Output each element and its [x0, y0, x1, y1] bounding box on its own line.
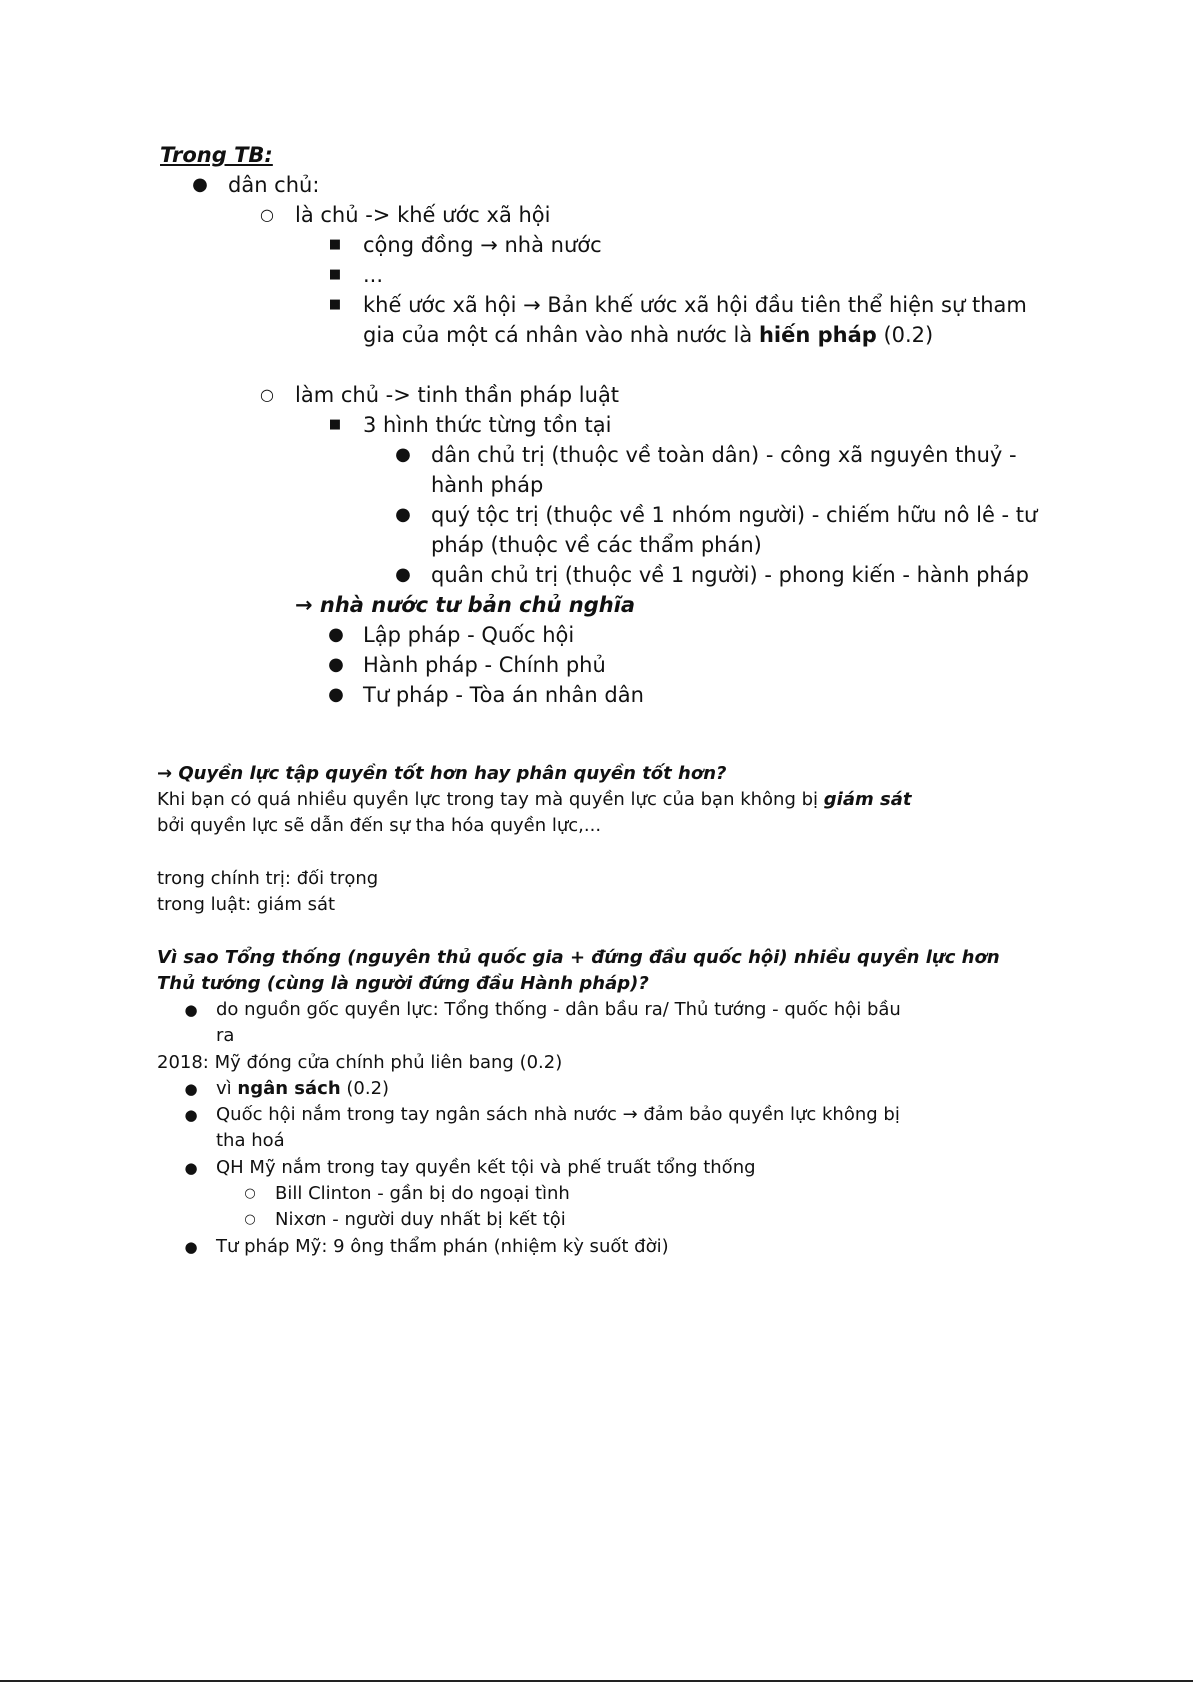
- list-item: QH Mỹ nắm trong tay quyền kết tội và phế truất tổng thống: [216, 1157, 756, 1178]
- disc-bullet: ●: [184, 1238, 198, 1256]
- disc-bullet: ●: [192, 174, 208, 195]
- list-item: dân chủ trị (thuộc về toàn dân) - công xã nguyên thuỷ -: [431, 443, 1017, 467]
- list-item: do nguồn gốc quyền lực: Tổng thống - dân bầu ra/ Thủ tướng - quốc hội bầu: [216, 999, 901, 1020]
- square-bullet: ■: [328, 297, 342, 312]
- disc-bullet: ●: [395, 504, 411, 525]
- list-item: Tư pháp - Tòa án nhân dân: [363, 683, 644, 707]
- list-item: quý tộc trị (thuộc về 1 nhóm người) - chiếm hữu nô lê - tư: [431, 503, 1038, 527]
- list-item: khế ước xã hội → Bản khế ước xã hội đầu tiên thể hiện sự tham: [363, 293, 1027, 317]
- page-bottom-border: [0, 1680, 1193, 1682]
- bold-term: hiến pháp: [758, 323, 877, 347]
- circle-bullet: ○: [260, 385, 274, 404]
- bold-term: ngân sách: [237, 1078, 341, 1099]
- list-item: cộng đồng → nhà nước: [363, 233, 602, 257]
- paragraph-line: trong chính trị: đối trọng: [157, 868, 379, 889]
- list-item: Tư pháp Mỹ: 9 ông thẩm phán (nhiệm kỳ suốt đời): [216, 1236, 669, 1257]
- list-item-continuation: tha hoá: [216, 1130, 285, 1151]
- section-heading: Trong TB:: [160, 143, 273, 167]
- list-item: là chủ -> khế ước xã hội: [295, 203, 551, 227]
- list-item: ...: [363, 263, 384, 287]
- list-item: 3 hình thức từng tồn tại: [363, 413, 612, 437]
- list-item: quân chủ trị (thuộc về 1 người) - phong kiến - hành pháp: [431, 563, 1029, 587]
- square-bullet: ■: [328, 267, 342, 282]
- list-item-continuation: gia của một cá nhân vào nhà nước là hiến pháp (0.2): [363, 323, 934, 347]
- list-item-continuation: pháp (thuộc về các thẩm phán): [431, 533, 762, 557]
- disc-bullet: ●: [184, 1001, 198, 1019]
- circle-bullet: ○: [244, 1186, 256, 1201]
- list-item: vì ngân sách (0.2): [216, 1078, 390, 1099]
- list-item: Bill Clinton - gần bị do ngoại tình: [275, 1183, 570, 1204]
- paragraph-line: 2018: Mỹ đóng cửa chính phủ liên bang (0.2): [157, 1052, 563, 1073]
- square-bullet: ■: [328, 237, 342, 252]
- disc-bullet: ●: [184, 1106, 198, 1124]
- disc-bullet: ●: [328, 624, 344, 645]
- paragraph-line: Khi bạn có quá nhiều quyền lực trong tay mà quyền lực của bạn không bị giám sát: [157, 789, 912, 810]
- paragraph-line: bởi quyền lực sẽ dẫn đến sự tha hóa quyền lực,...: [157, 815, 602, 836]
- subheading-tbcn: → nhà nước tư bản chủ nghĩa: [295, 593, 636, 617]
- question-heading: Vì sao Tổng thống (nguyên thủ quốc gia + đứng đầu quốc hội) nhiều quyền lực hơn: [157, 947, 1000, 968]
- disc-bullet: ●: [184, 1080, 198, 1098]
- paragraph-line: trong luật: giám sát: [157, 894, 336, 915]
- disc-bullet: ●: [328, 654, 344, 675]
- list-item-continuation: hành pháp: [431, 473, 544, 497]
- question-heading: Thủ tướng (cùng là người đứng đầu Hành pháp)?: [157, 973, 649, 994]
- disc-bullet: ●: [395, 444, 411, 465]
- list-item: Quốc hội nắm trong tay ngân sách nhà nước → đảm bảo quyền lực không bị: [216, 1104, 900, 1125]
- list-item: dân chủ:: [228, 173, 320, 197]
- disc-bullet: ●: [328, 684, 344, 705]
- list-item: làm chủ -> tinh thần pháp luật: [295, 383, 620, 407]
- circle-bullet: ○: [244, 1212, 256, 1227]
- list-item-continuation: ra: [216, 1025, 235, 1046]
- question-heading: → Quyền lực tập quyền tốt hơn hay phân quyền tốt hơn?: [157, 763, 727, 784]
- list-item: Lập pháp - Quốc hội: [363, 623, 575, 647]
- bold-term: giám sát: [823, 789, 912, 810]
- disc-bullet: ●: [184, 1159, 198, 1177]
- circle-bullet: ○: [260, 205, 274, 224]
- disc-bullet: ●: [395, 564, 411, 585]
- list-item: Hành pháp - Chính phủ: [363, 653, 606, 677]
- square-bullet: ■: [328, 417, 342, 432]
- list-item: Nixơn - người duy nhất bị kết tội: [275, 1209, 566, 1230]
